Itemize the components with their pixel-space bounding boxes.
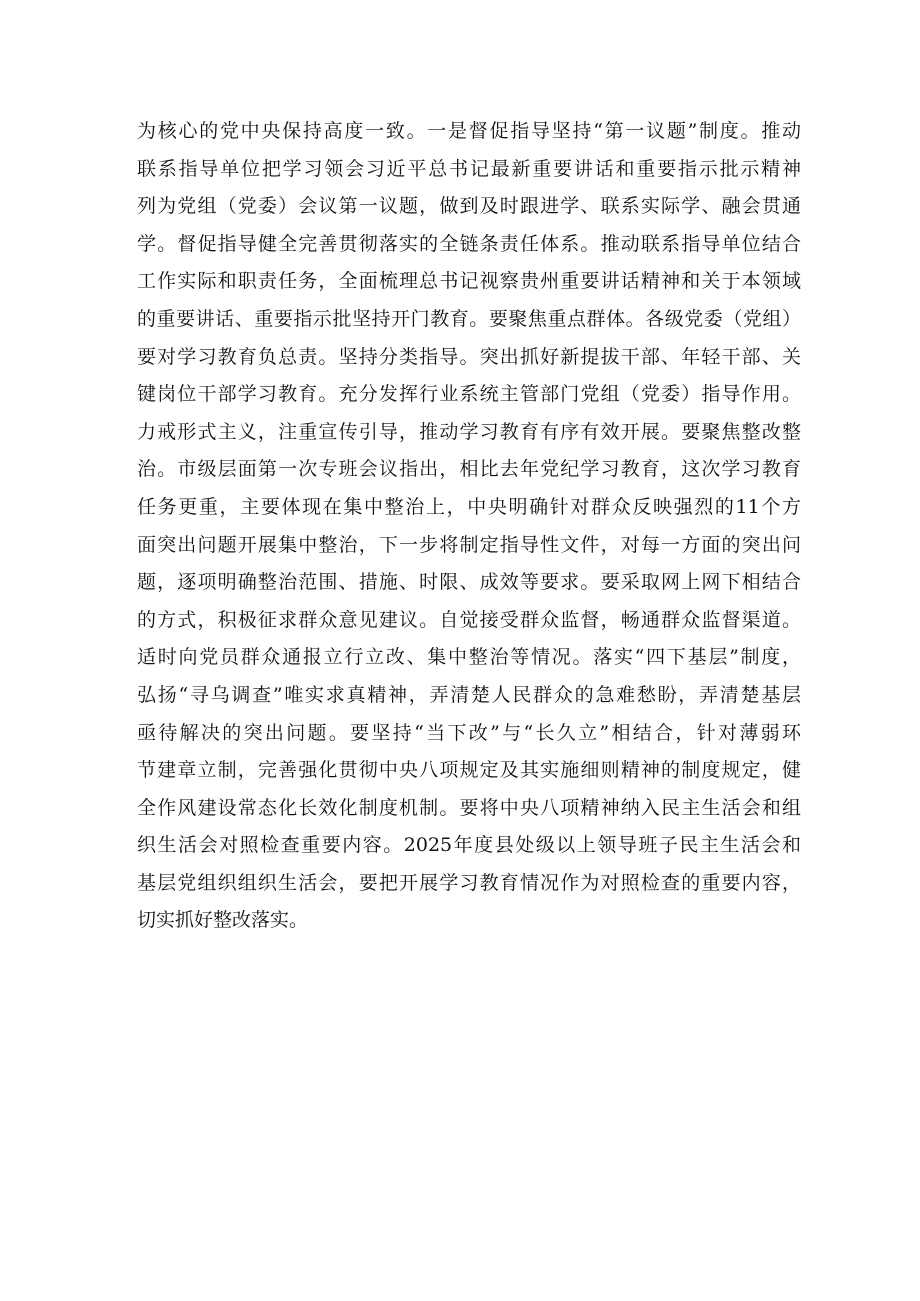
text-line: 亟待解决的突出问题。要坚持“当下改”与“长久立”相结合，针对薄弱环 [137, 721, 801, 744]
text-line: 治。市级层面第一次专班会议指出，相比去年党纪学习教育，这次学习教育 [137, 458, 801, 481]
text-line: 任务更重，主要体现在集中整治上，中央明确针对群众反映强烈的11个方 [137, 495, 801, 518]
text-line: 弘扬“寻乌调查”唯实求真精神，弄清楚人民群众的急难愁盼，弄清楚基层 [137, 683, 801, 706]
text-line: 适时向党员群众通报立行立改、集中整治等情况。落实“四下基层”制度， [137, 646, 801, 669]
text-line: 题，逐项明确整治范围、措施、时限、成效等要求。要采取网上网下相结合 [137, 571, 801, 594]
text-line: 要对学习教育负总责。坚持分类指导。突出抓好新提拔干部、年轻干部、关 [137, 345, 801, 368]
text-line: 切实抓好整改落实。 [137, 909, 309, 932]
text-line: 的方式，积极征求群众意见建议。自觉接受群众监督，畅通群众监督渠道。 [137, 608, 801, 631]
text-line: 面突出问题开展集中整治，下一步将制定指导性文件，对每一方面的突出问 [137, 533, 801, 556]
body-paragraph [137, 113, 801, 940]
text-line: 列为党组（党委）会议第一议题，做到及时跟进学、联系实际学、融会贯通 [137, 195, 801, 218]
text-line: 节建章立制，完善强化贯彻中央八项规定及其实施细则精神的制度规定，健 [137, 759, 801, 782]
text-line: 全作风建设常态化长效化制度机制。要将中央八项精神纳入民主生活会和组 [137, 796, 801, 819]
text-line: 工作实际和职责任务，全面梳理总书记视察贵州重要讲话精神和关于本领域 [137, 270, 801, 293]
text-line: 学。督促指导健全完善贯彻落实的全链条责任体系。推动联系指导单位结合 [137, 232, 801, 255]
text-line: 联系指导单位把学习领会习近平总书记最新重要讲话和重要指示批示精神 [137, 157, 801, 180]
text-line: 的重要讲话、重要指示批坚持开门教育。要聚焦重点群体。各级党委（党组） [137, 307, 801, 330]
text-line: 为核心的党中央保持高度一致。一是督促指导坚持“第一议题”制度。推动 [137, 120, 801, 142]
text-line: 基层党组织组织生活会，要把开展学习教育情况作为对照检查的重要内容， [137, 871, 801, 894]
text-line: 力戒形式主义，注重宣传引导，推动学习教育有序有效开展。要聚焦整改整 [137, 420, 801, 443]
text-line: 键岗位干部学习教育。充分发挥行业系统主管部门党组（党委）指导作用。 [137, 383, 801, 406]
text-line: 织生活会对照检查重要内容。2025年度县处级以上领导班子民主生活会和 [137, 834, 801, 857]
